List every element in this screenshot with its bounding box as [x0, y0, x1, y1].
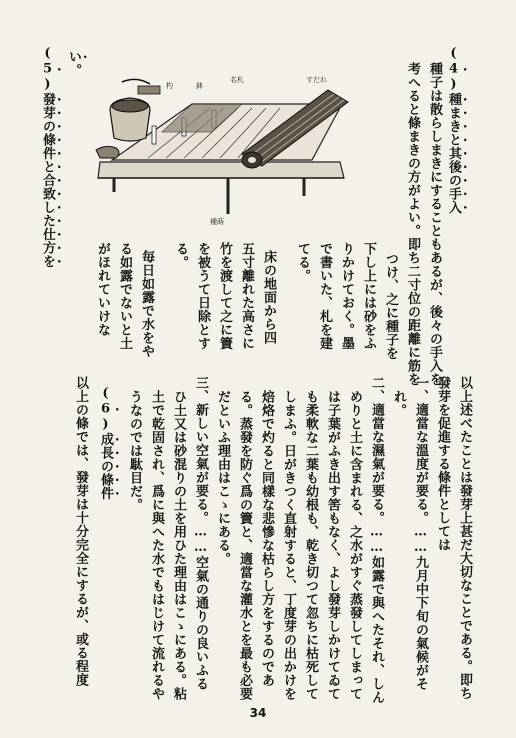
heading-growth: (6)成長の條件	[98, 386, 113, 500]
heading-germination: (5)發芽の條件と合致した仕方を	[40, 46, 55, 268]
text-column: 種子は散らしまきにすることもあるが、後々の手入を	[427, 62, 442, 386]
text-column: 以上の條では、發芽は十分完全にするが、或る程度	[73, 376, 88, 687]
label-nameplate: 名札	[230, 76, 244, 84]
label-caption: 種蒔	[210, 218, 224, 226]
text-column: うなのでは駄目だ。	[127, 390, 142, 512]
text-column: い。	[66, 50, 81, 77]
seedbed-illustration	[92, 74, 350, 232]
label-ladle: 杓	[166, 82, 173, 90]
page-number: 34	[249, 706, 267, 720]
text-column: りかけておく。墨	[339, 242, 354, 350]
text-column: めりと土に含まれる、之水がすぐ蒸發してしまって	[347, 390, 362, 701]
text-column: ひ土又は砂混りの土を用ひた理由はこゝにある。粘	[171, 390, 186, 701]
text-column: 以上述べたことは發芽上甚だ大切なことである。即ち	[457, 376, 472, 700]
text-column: つけ、之に種子を	[383, 252, 398, 360]
text-column: れ。	[391, 390, 406, 417]
text-column: だといふ理由はこゝにある。	[215, 390, 230, 566]
label-pot: 鉢	[196, 82, 203, 90]
text-column: を被うて日除とす	[195, 242, 210, 350]
text-column: 下し上には砂をふ	[361, 242, 376, 350]
text-column: がほれていけな	[95, 242, 110, 337]
text-column: 土で乾固され、爲に與へた水でもはじけて流れるや	[149, 390, 164, 701]
text-column: 考へると條まきの方がよい。即ち二寸位の距離に筋を	[405, 62, 420, 386]
text-column: 焙烙で灼ると同樣な悲慘な枯らし方をするのであ	[259, 390, 274, 687]
heading-sowing: (4)種まきと其後の手入	[446, 46, 461, 214]
text-column: 發芽を促進する條件としては	[435, 376, 450, 552]
text-column: 毎日如露で水をや	[139, 250, 154, 358]
text-column: 床の地面から四	[261, 250, 276, 345]
text-column: 二、適當な濕氣が要る。……如露で與へたそれ、しん	[369, 376, 384, 704]
text-column: で書いた、札を建	[317, 242, 332, 350]
text-column: 一、適當な溫度が要る。……九月中下旬の氣候がそ	[413, 376, 428, 691]
text-column: は子葉がふき出す筈もなく、よし發芽しかけてゐて	[325, 390, 340, 701]
text-column: てる。	[295, 242, 310, 283]
text-column: る。	[173, 242, 188, 269]
label-screen: すだれ	[306, 76, 327, 84]
text-column: 五寸離れた高さに	[239, 242, 254, 350]
text-column: も柔軟な二葉も幼根も、乾き切つて忽ちに枯死して	[303, 390, 318, 701]
text-column: 三、新しい空氣が要る。……空氣の通りの良いふる	[193, 376, 208, 691]
text-column: しまふ。日がきつく直射すると、丁度芽の出かけを	[281, 390, 296, 701]
text-column: る。蒸發を防ぐ爲の簀と、適當な灌水とを最も必要	[237, 390, 252, 701]
text-column: 竹を渡して之に簀	[217, 242, 232, 350]
text-column: る如露でないと土	[117, 242, 132, 350]
